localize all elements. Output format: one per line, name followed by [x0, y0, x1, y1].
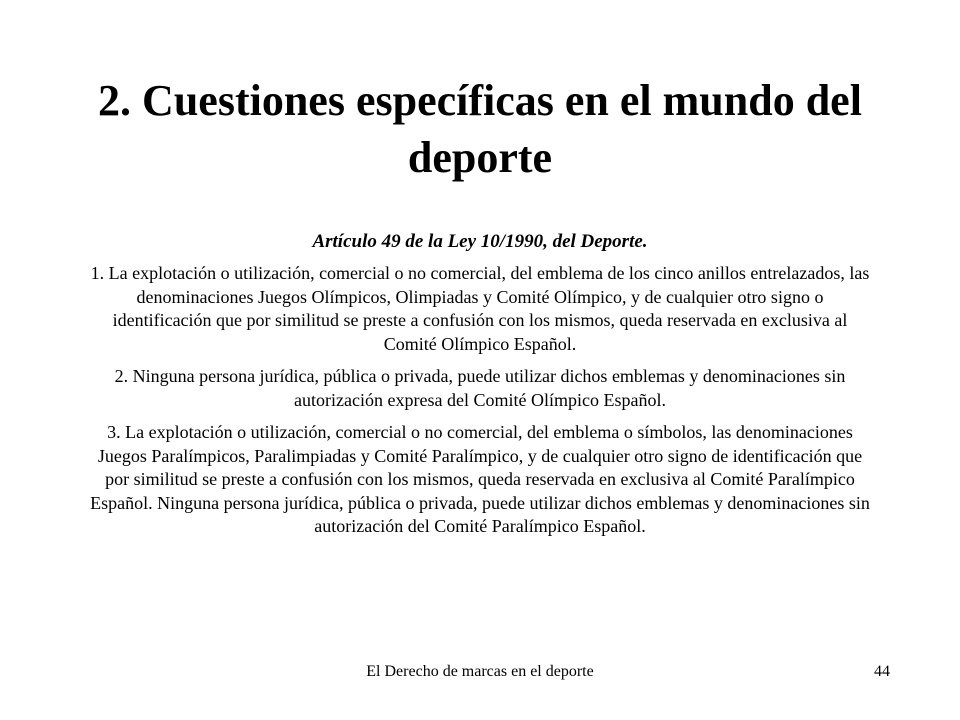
slide-title: 2. Cuestiones específicas en el mundo del deporte	[98, 76, 862, 182]
page-number: 44	[874, 663, 890, 680]
article-paragraph-2: 2. Ninguna persona jurídica, pública o privada, puede utilizar dichos emblemas y denominaciones sin autorización expresa del Comité Olímpico Español.	[114, 366, 846, 410]
article-subtitle: Artículo 49 de la Ley 10/1990, del Deporte.	[312, 231, 648, 252]
slide-body	[86, 230, 874, 548]
article-paragraph-1: 1. La explotación o utilización, comercial o no comercial, del emblema de los cinco anillos entrelazados, las denominaciones Juegos Olímpicos, Olimpiadas y Comité Olímpico, y de cualquier otro signo o identificación que por similitud se preste a confusión con los mismos, queda reservada en exclusiva al Comité Olímpico Español.	[90, 263, 870, 354]
article-paragraph-3: 3. La explotación o utilización, comercial o no comercial, del emblema o símbolos, las denominaciones Juegos Paralímpicos, Paralimpiadas y Comité Paralímpico, y de cualquier otro signo de identificación que por similitud se preste a confusión con los mismos, queda reservada en exclusiva al Comité Paralímpico Español. Ninguna persona jurídica, pública o privada, puede utilizar dichos emblemas y denominaciones sin autorización del Comité Paralímpico Español.	[90, 422, 870, 536]
footer-text: El Derecho de marcas en el deporte	[366, 663, 594, 680]
